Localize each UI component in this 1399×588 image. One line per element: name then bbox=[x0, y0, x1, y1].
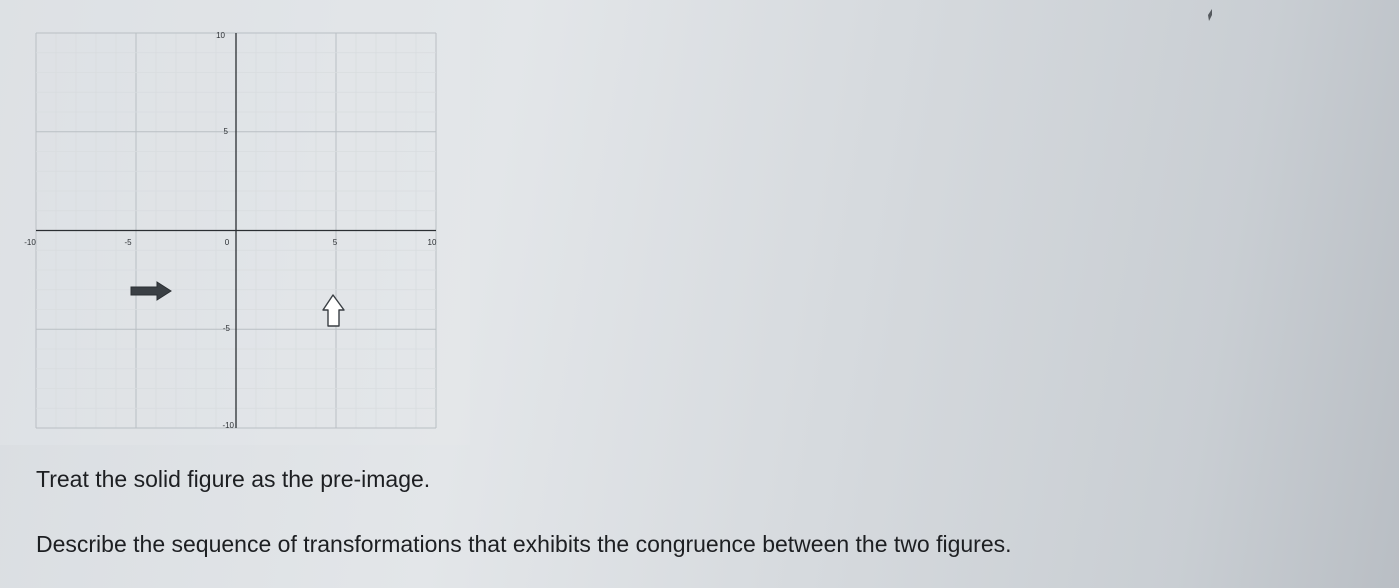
y-tick-label-neg5: -5 bbox=[222, 324, 230, 333]
x-tick-label-neg5: -5 bbox=[124, 238, 132, 247]
coordinate-grid bbox=[0, 0, 470, 445]
x-tick-label-neg10: -10 bbox=[24, 238, 36, 247]
x-tick-label-5: 5 bbox=[332, 238, 338, 247]
x-tick-label-10: 10 bbox=[427, 238, 437, 247]
task-prompt: Describe the sequence of transformations that exhibits the congruence between the two figures. bbox=[36, 531, 1012, 557]
y-tick-label-5: 5 bbox=[223, 127, 228, 136]
x-tick-label-0: 0 bbox=[224, 238, 230, 247]
stylus-mark-icon bbox=[1206, 8, 1214, 22]
grid-background bbox=[0, 0, 470, 445]
y-tick-label-neg10: -10 bbox=[222, 421, 234, 430]
pre-image-instruction: Treat the solid figure as the pre-image. bbox=[36, 466, 431, 492]
y-tick-label-10: 10 bbox=[216, 31, 225, 40]
